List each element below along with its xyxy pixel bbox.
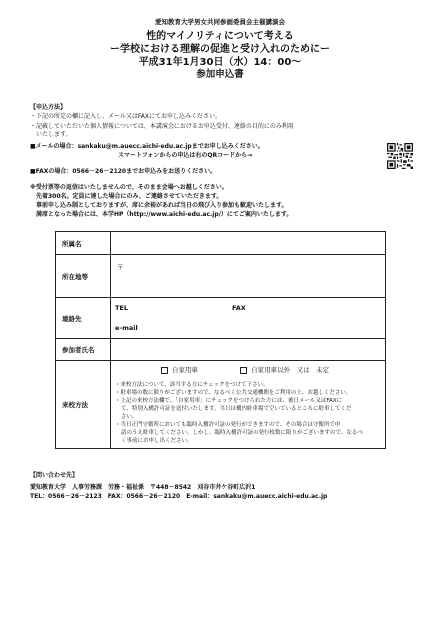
howto-line: ・駐車場の数に限りがございますので、なるべく公共交通機関をご利用の上、お越しください。 (115, 390, 352, 396)
option-other-label: 自家用車以外 又は 未定 (251, 366, 330, 374)
postal-mark: 〒 (117, 262, 124, 271)
qr-code-icon[interactable] (387, 143, 413, 169)
option-car-label: 自家用車 (172, 366, 198, 374)
apply-bullet-1: ・下記の所定の欄に記入し、メール又はFAXにてお申し込みください。 (30, 113, 221, 120)
email-label: e-mail (115, 324, 138, 332)
note-no-reply: ※受付票等の返信はいたしませんので、そのまま会場へお越しください。 (30, 184, 228, 191)
address-label: 所在地等 (56, 255, 111, 298)
howto-line: ・当日正門守衛所においても臨時入構許可証の発行ができますので、その場合は守衛所で申 (115, 422, 341, 428)
contact-numbers: TEL：0566－26－2123 FAX：0566－26－2120 E-mail：sankaku@m.auecc.aichi-edu.ac.jp (30, 493, 328, 500)
event-datetime: 平成31年1月30日（水）14：00〜 (138, 57, 302, 68)
fax-field[interactable] (228, 298, 385, 318)
arrival-instructions (111, 378, 385, 448)
organizer-line: 愛知教育大学男女共同参画委員会主催講演会 (155, 18, 285, 26)
howto-line: さい。 (121, 414, 138, 420)
howto-line: く事前にお申し出ください。 (121, 438, 193, 444)
qr-note-text: スマートフォンからの申込は右のQRコードから (118, 152, 248, 159)
apply-bullet-2-cont: いたします。 (36, 131, 72, 138)
car-checkbox[interactable] (161, 367, 168, 374)
howto-line: 請のうえ駐車してください。しかし、臨時入構許可証の発行枚数に限りがございますので、なるべ (121, 430, 363, 436)
howto-line: ・来校方法について、該当する方にチェックをつけて下さい。 (115, 382, 269, 388)
mail-address-link[interactable]: sankaku@m.auecc.aichi-edu.ac.jp (77, 143, 192, 150)
form-title: 参加申込書 (196, 69, 244, 80)
event-title: 性的マイノリティについて考える (146, 31, 294, 42)
address-field[interactable] (111, 277, 385, 297)
apply-heading: 【申込方法】 (30, 104, 67, 111)
affiliation-field[interactable] (111, 232, 386, 255)
howto-line: ・上記の来校方法欄で、「自家用車」にチェックをつけられた方には、後日メール又はFAXに (115, 398, 343, 404)
fax-label: FAX (232, 304, 246, 312)
fax-instruction: ■FAXの場合：0566－26－2120までお申込みをお送りください。 (30, 168, 217, 175)
note-capacity: 先着300名。定員に達した場合にのみ、ご連絡させていただきます。 (36, 193, 223, 200)
tel-label: TEL (115, 304, 129, 312)
tel-field[interactable] (111, 298, 228, 318)
arrival-method-label: 来校方法 (56, 361, 111, 449)
participant-name-label: 参加者氏名 (56, 339, 111, 361)
other-checkbox[interactable] (240, 367, 247, 374)
arrow-right-icon: → (247, 152, 253, 159)
contact-office: 愛知教育大学 人事労務課 労務・福祉係 〒448－8542 刈谷市井ケ谷町広沢1 (30, 484, 256, 491)
mail-suffix: までお申し込みください。 (191, 143, 264, 150)
qr-note (118, 152, 252, 161)
contact-label: 連絡先 (56, 298, 111, 339)
note-full: 満席となった場合には、本学HP（http://www.aichi-edu.ac.jp/）にてご案内いたします。 (36, 211, 293, 218)
application-table (55, 231, 386, 449)
option-car[interactable] (161, 366, 198, 374)
apply-bullet-2: ・記載していただいた個人情報については、本講演会におけるお申込受付、連絡の目的にのみ利用 (30, 123, 294, 130)
note-walk-in: 事前申し込み制としておりますが、席に余裕があれば当日の飛び入り参加も歓迎いたします。 (36, 202, 288, 209)
event-subtitle: ー学校における理解の促進と受け入れのためにー (110, 44, 330, 55)
affiliation-label: 所属名 (56, 232, 111, 255)
contact-heading: 【問い合わせ先】 (30, 472, 79, 479)
email-field[interactable] (111, 318, 385, 338)
postal-field[interactable] (111, 255, 385, 277)
howto-line: て、特別入構許可証を送付いたします。当日は構内駐車場で空いているところに駐車してくだ (121, 406, 352, 412)
mail-prefix: ■メールの場合： (30, 143, 78, 150)
participant-name-field[interactable] (111, 339, 386, 361)
option-other[interactable] (240, 366, 329, 374)
mail-instruction (30, 143, 264, 152)
